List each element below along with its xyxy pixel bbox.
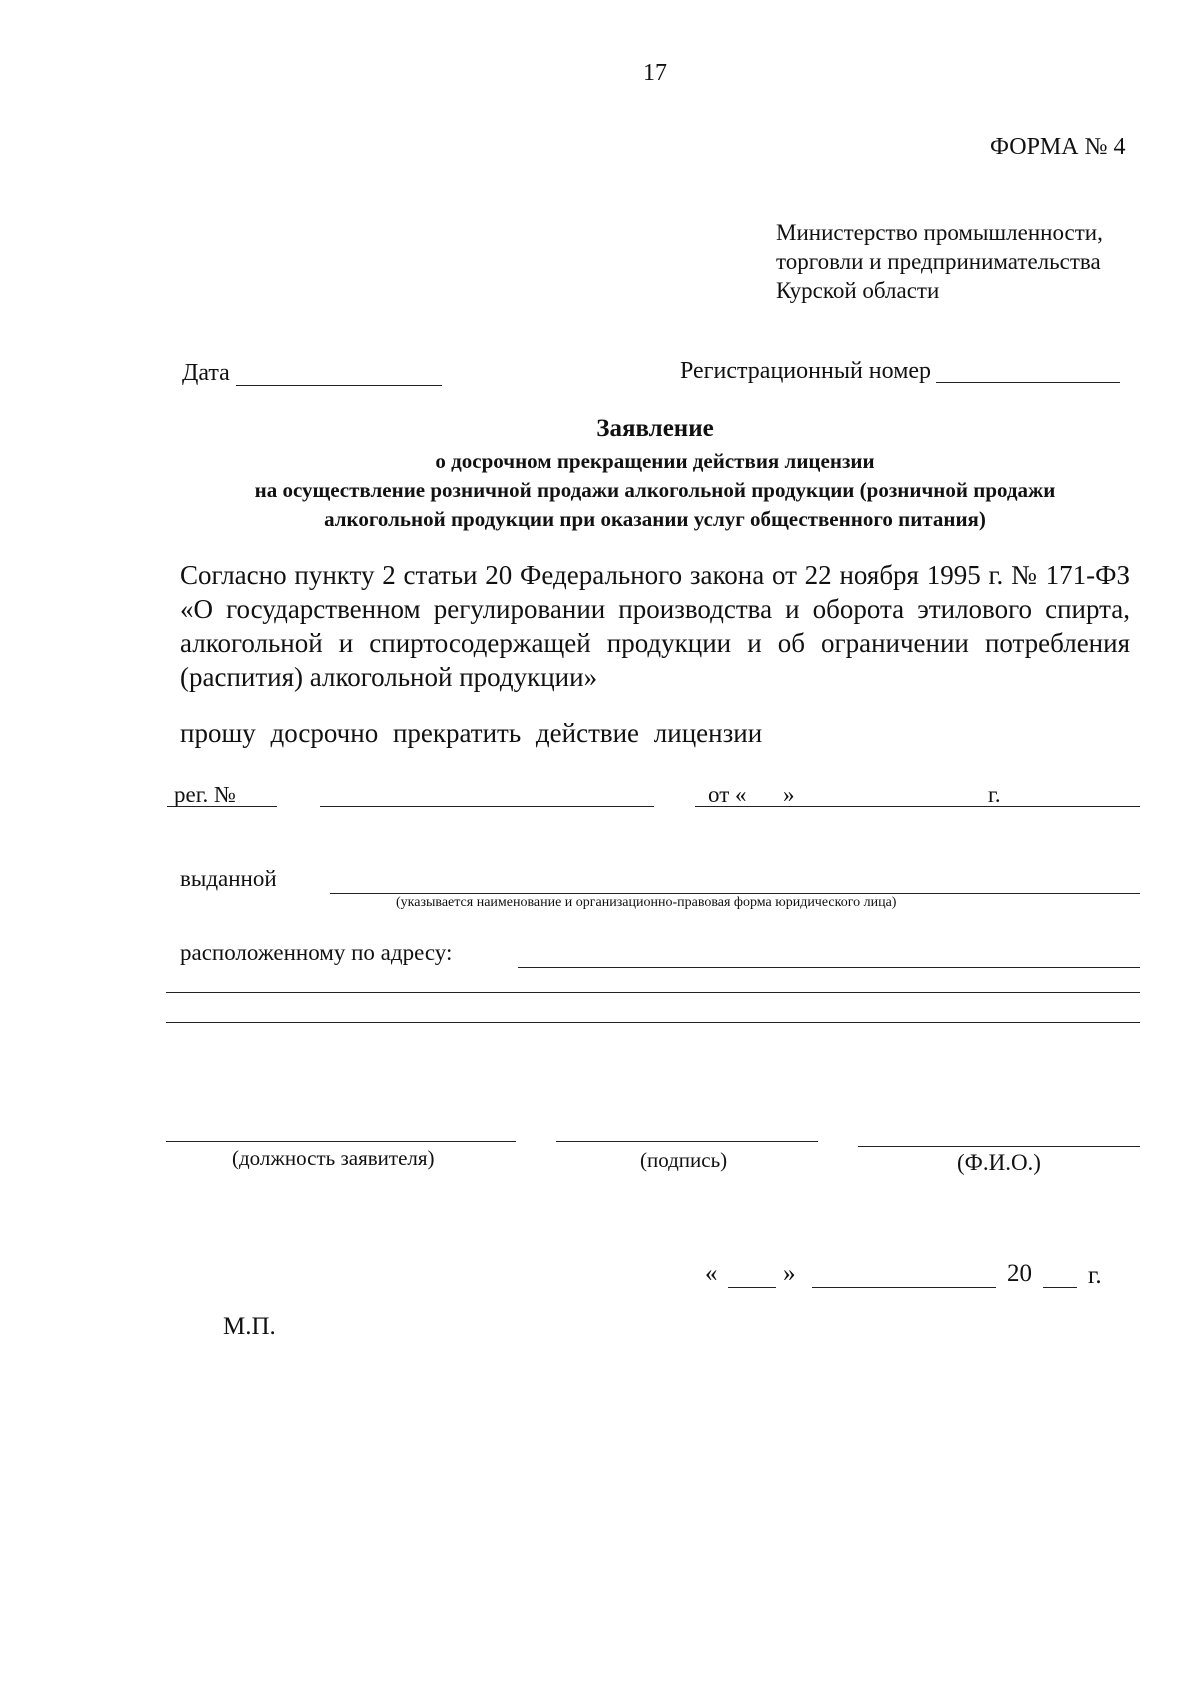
reg-number-line[interactable] [320,806,654,807]
document-title: Заявление [596,415,714,442]
year-suffix: г. [988,782,1001,807]
request-text: прошу досрочно прекратить действие лицензии [180,718,763,748]
recipient-line: торговли и предпринимательства [776,249,1101,274]
from-date-close: » [783,782,795,807]
signature-line[interactable] [556,1141,818,1142]
document-subtitle: на осуществление розничной продажи алкогольной продукции (розничной продажи [254,478,1056,502]
page-number: 17 [643,60,667,86]
form-number: ФОРМА № 4 [990,134,1126,160]
signature-caption: (подпись) [640,1148,728,1172]
bottom-date-open-quote: « [705,1260,718,1287]
issued-label: выданной [180,866,277,891]
bottom-month-line[interactable] [812,1287,996,1288]
recipient-line: Курской области [776,278,940,303]
from-date-open: от « [708,782,747,807]
position-line[interactable] [166,1141,516,1142]
document-subtitle: алкогольной продукции при оказании услуг общественного питания) [324,507,986,531]
issued-caption: (указывается наименование и организационно-правовая форма юридического лица) [396,895,897,910]
stamp-label: М.П. [223,1313,276,1340]
from-date-line[interactable] [695,806,1140,807]
recipient-block [776,218,1103,305]
reg-label-underline [167,806,277,807]
date-input-line[interactable] [236,385,442,386]
address-label: расположенному по адресу: [180,940,453,965]
bottom-day-line[interactable] [728,1287,776,1288]
document-subtitle: о досрочном прекращении действия лицензии [435,449,875,473]
bottom-date-close-quote: » [783,1260,796,1287]
full-name-caption: (Ф.И.О.) [957,1150,1041,1175]
registration-number-label: Регистрационный номер [680,358,932,384]
issued-line[interactable] [330,893,1140,894]
address-line[interactable] [166,1022,1140,1023]
address-line[interactable] [518,967,1140,968]
position-caption: (должность заявителя) [232,1146,435,1170]
full-name-line[interactable] [858,1146,1140,1147]
address-line[interactable] [166,992,1140,993]
registration-number-line[interactable] [936,382,1120,383]
bottom-year-suffix: г. [1088,1262,1102,1289]
recipient-line: Министерство промышленности, [776,220,1103,245]
legal-basis-paragraph: Согласно пункту 2 статьи 20 Федерального закона от 22 ноября 1995 г. № 171-ФЗ «О государственном регулировании производства и оборота этилового спирта, алкогольной и спиртосодержащей продукции и об ограничении потребления (распития) алкогольной продукции» [180,560,1130,692]
bottom-year-line[interactable] [1043,1287,1077,1288]
bottom-century: 20 [1007,1260,1032,1287]
date-label: Дата [182,360,230,386]
reg-number-label: рег. № [174,782,236,807]
